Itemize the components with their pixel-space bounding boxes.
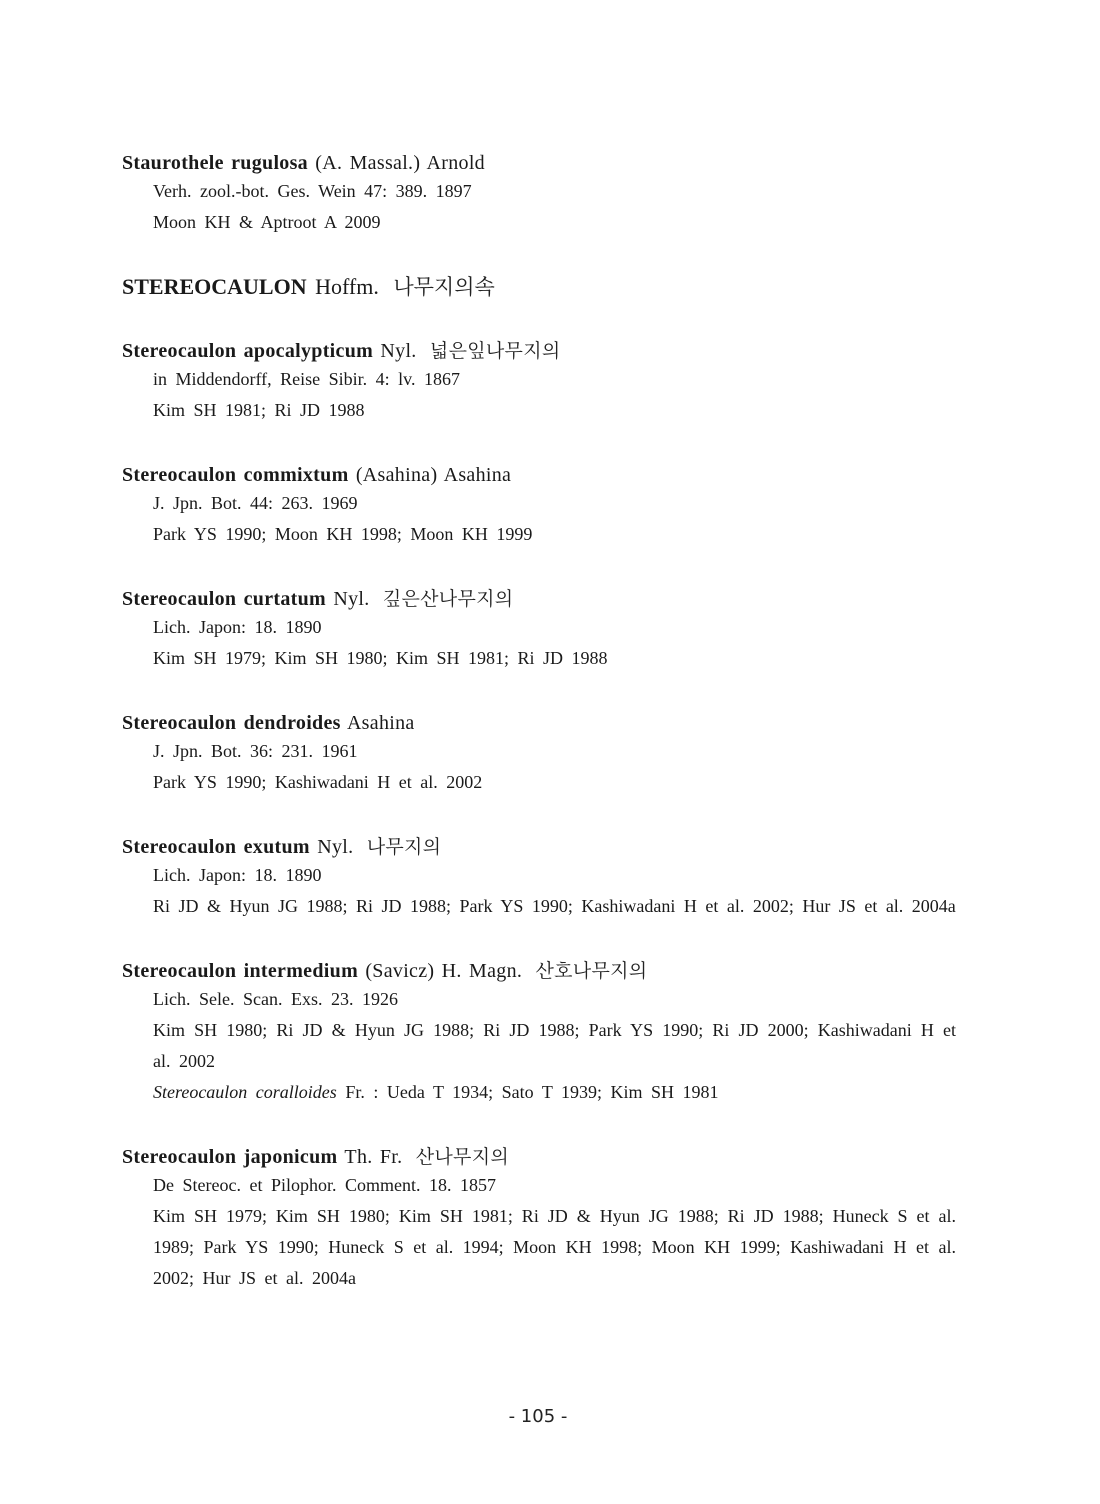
reference-list: Kim SH 1980; Ri JD & Hyun JG 1988; Ri JD 1988; Park YS 1990; Ri JD 2000; Kashiwadani H et al. 2002 [153, 1020, 956, 1071]
reference-list: Kim SH 1979; Kim SH 1980; Kim SH 1981; Ri JD 1988 [153, 648, 608, 668]
publication-citation: Lich. Japon: 18. 1890 [153, 865, 322, 885]
genus-name: STEREOCAULON [122, 274, 307, 299]
species-authority: Nyl. [317, 836, 354, 858]
species-heading [122, 834, 956, 860]
species-korean-name: 넓은잎나무지의 [429, 340, 561, 362]
species-entry [122, 834, 956, 922]
species-entry [122, 586, 956, 674]
synonym-references: Fr. : Ueda T 1934; Sato T 1939; Kim SH 1981 [345, 1082, 719, 1102]
reference-list: Ri JD & Hyun JG 1988; Ri JD 1988; Park YS 1990; Kashiwadani H et al. 2002; Hur JS et al. 2004a [153, 896, 956, 916]
species-heading [122, 150, 956, 176]
publication-citation: De Stereoc. et Pilophor. Comment. 18. 1857 [153, 1175, 496, 1195]
species-korean-name: 나무지의 [366, 836, 442, 858]
species-heading [122, 338, 956, 364]
genus-heading [122, 272, 956, 302]
reference-list: Moon KH & Aptroot A 2009 [153, 212, 381, 232]
synonym-line [122, 1077, 956, 1108]
species-entry [122, 958, 956, 1108]
species-name: Stereocaulon apocalypticum [122, 340, 374, 362]
species-name: Stereocaulon exutum [122, 836, 310, 858]
publication-citation: J. Jpn. Bot. 36: 231. 1961 [153, 741, 358, 761]
species-name: Stereocaulon japonicum [122, 1146, 338, 1168]
page-number: - 105 - [508, 1406, 568, 1427]
species-authority: Nyl. [333, 588, 370, 610]
species-entry [122, 338, 956, 426]
species-heading [122, 958, 956, 984]
species-heading [122, 462, 956, 488]
reference-list: Kim SH 1979; Kim SH 1980; Kim SH 1981; Ri JD & Hyun JG 1988; Ri JD 1988; Huneck S et al. 1989; Park YS 1990; Huneck S et al. 1994; Moon KH 1998; Moon KH 1999; Kashiwadani H et al. 2002; Hur JS et al. 2004a [153, 1206, 956, 1288]
species-authority: (Savicz) H. Magn. [365, 960, 523, 982]
species-authority: (Asahina) Asahina [355, 464, 512, 486]
genus-authority: Hoffm. [315, 274, 379, 299]
species-entry [122, 150, 956, 238]
species-entry [122, 710, 956, 798]
publication-citation: Lich. Sele. Scan. Exs. 23. 1926 [153, 989, 398, 1009]
species-name: Staurothele rugulosa [122, 152, 308, 174]
species-authority: Th. Fr. [344, 1146, 403, 1168]
species-entry [122, 1144, 956, 1294]
document-body [122, 150, 956, 1294]
reference-list: Park YS 1990; Moon KH 1998; Moon KH 1999 [153, 524, 533, 544]
species-korean-name: 산호나무지의 [535, 960, 648, 982]
publication-citation: in Middendorff, Reise Sibir. 4: lv. 1867 [153, 369, 460, 389]
species-name: Stereocaulon commixtum [122, 464, 349, 486]
species-name: Stereocaulon intermedium [122, 960, 359, 982]
publication-citation: J. Jpn. Bot. 44: 263. 1969 [153, 493, 358, 513]
publication-citation: Verh. zool.-bot. Ges. Wein 47: 389. 1897 [153, 181, 472, 201]
reference-list: Park YS 1990; Kashiwadani H et al. 2002 [153, 772, 483, 792]
species-heading [122, 1144, 956, 1170]
species-authority: (A. Massal.) Arnold [315, 152, 485, 174]
synonym-name: Stereocaulon coralloides [153, 1082, 337, 1102]
reference-list: Kim SH 1981; Ri JD 1988 [153, 400, 365, 420]
species-authority: Asahina [346, 712, 415, 734]
species-heading [122, 710, 956, 736]
species-authority: Nyl. [380, 340, 417, 362]
species-korean-name: 깊은산나무지의 [382, 588, 514, 610]
species-name: Stereocaulon dendroides [122, 712, 341, 734]
species-name: Stereocaulon curtatum [122, 588, 327, 610]
species-korean-name: 산나무지의 [415, 1146, 510, 1168]
species-heading [122, 586, 956, 612]
genus-korean-name: 나무지의속 [393, 275, 495, 299]
species-entry [122, 462, 956, 550]
publication-citation: Lich. Japon: 18. 1890 [153, 617, 322, 637]
